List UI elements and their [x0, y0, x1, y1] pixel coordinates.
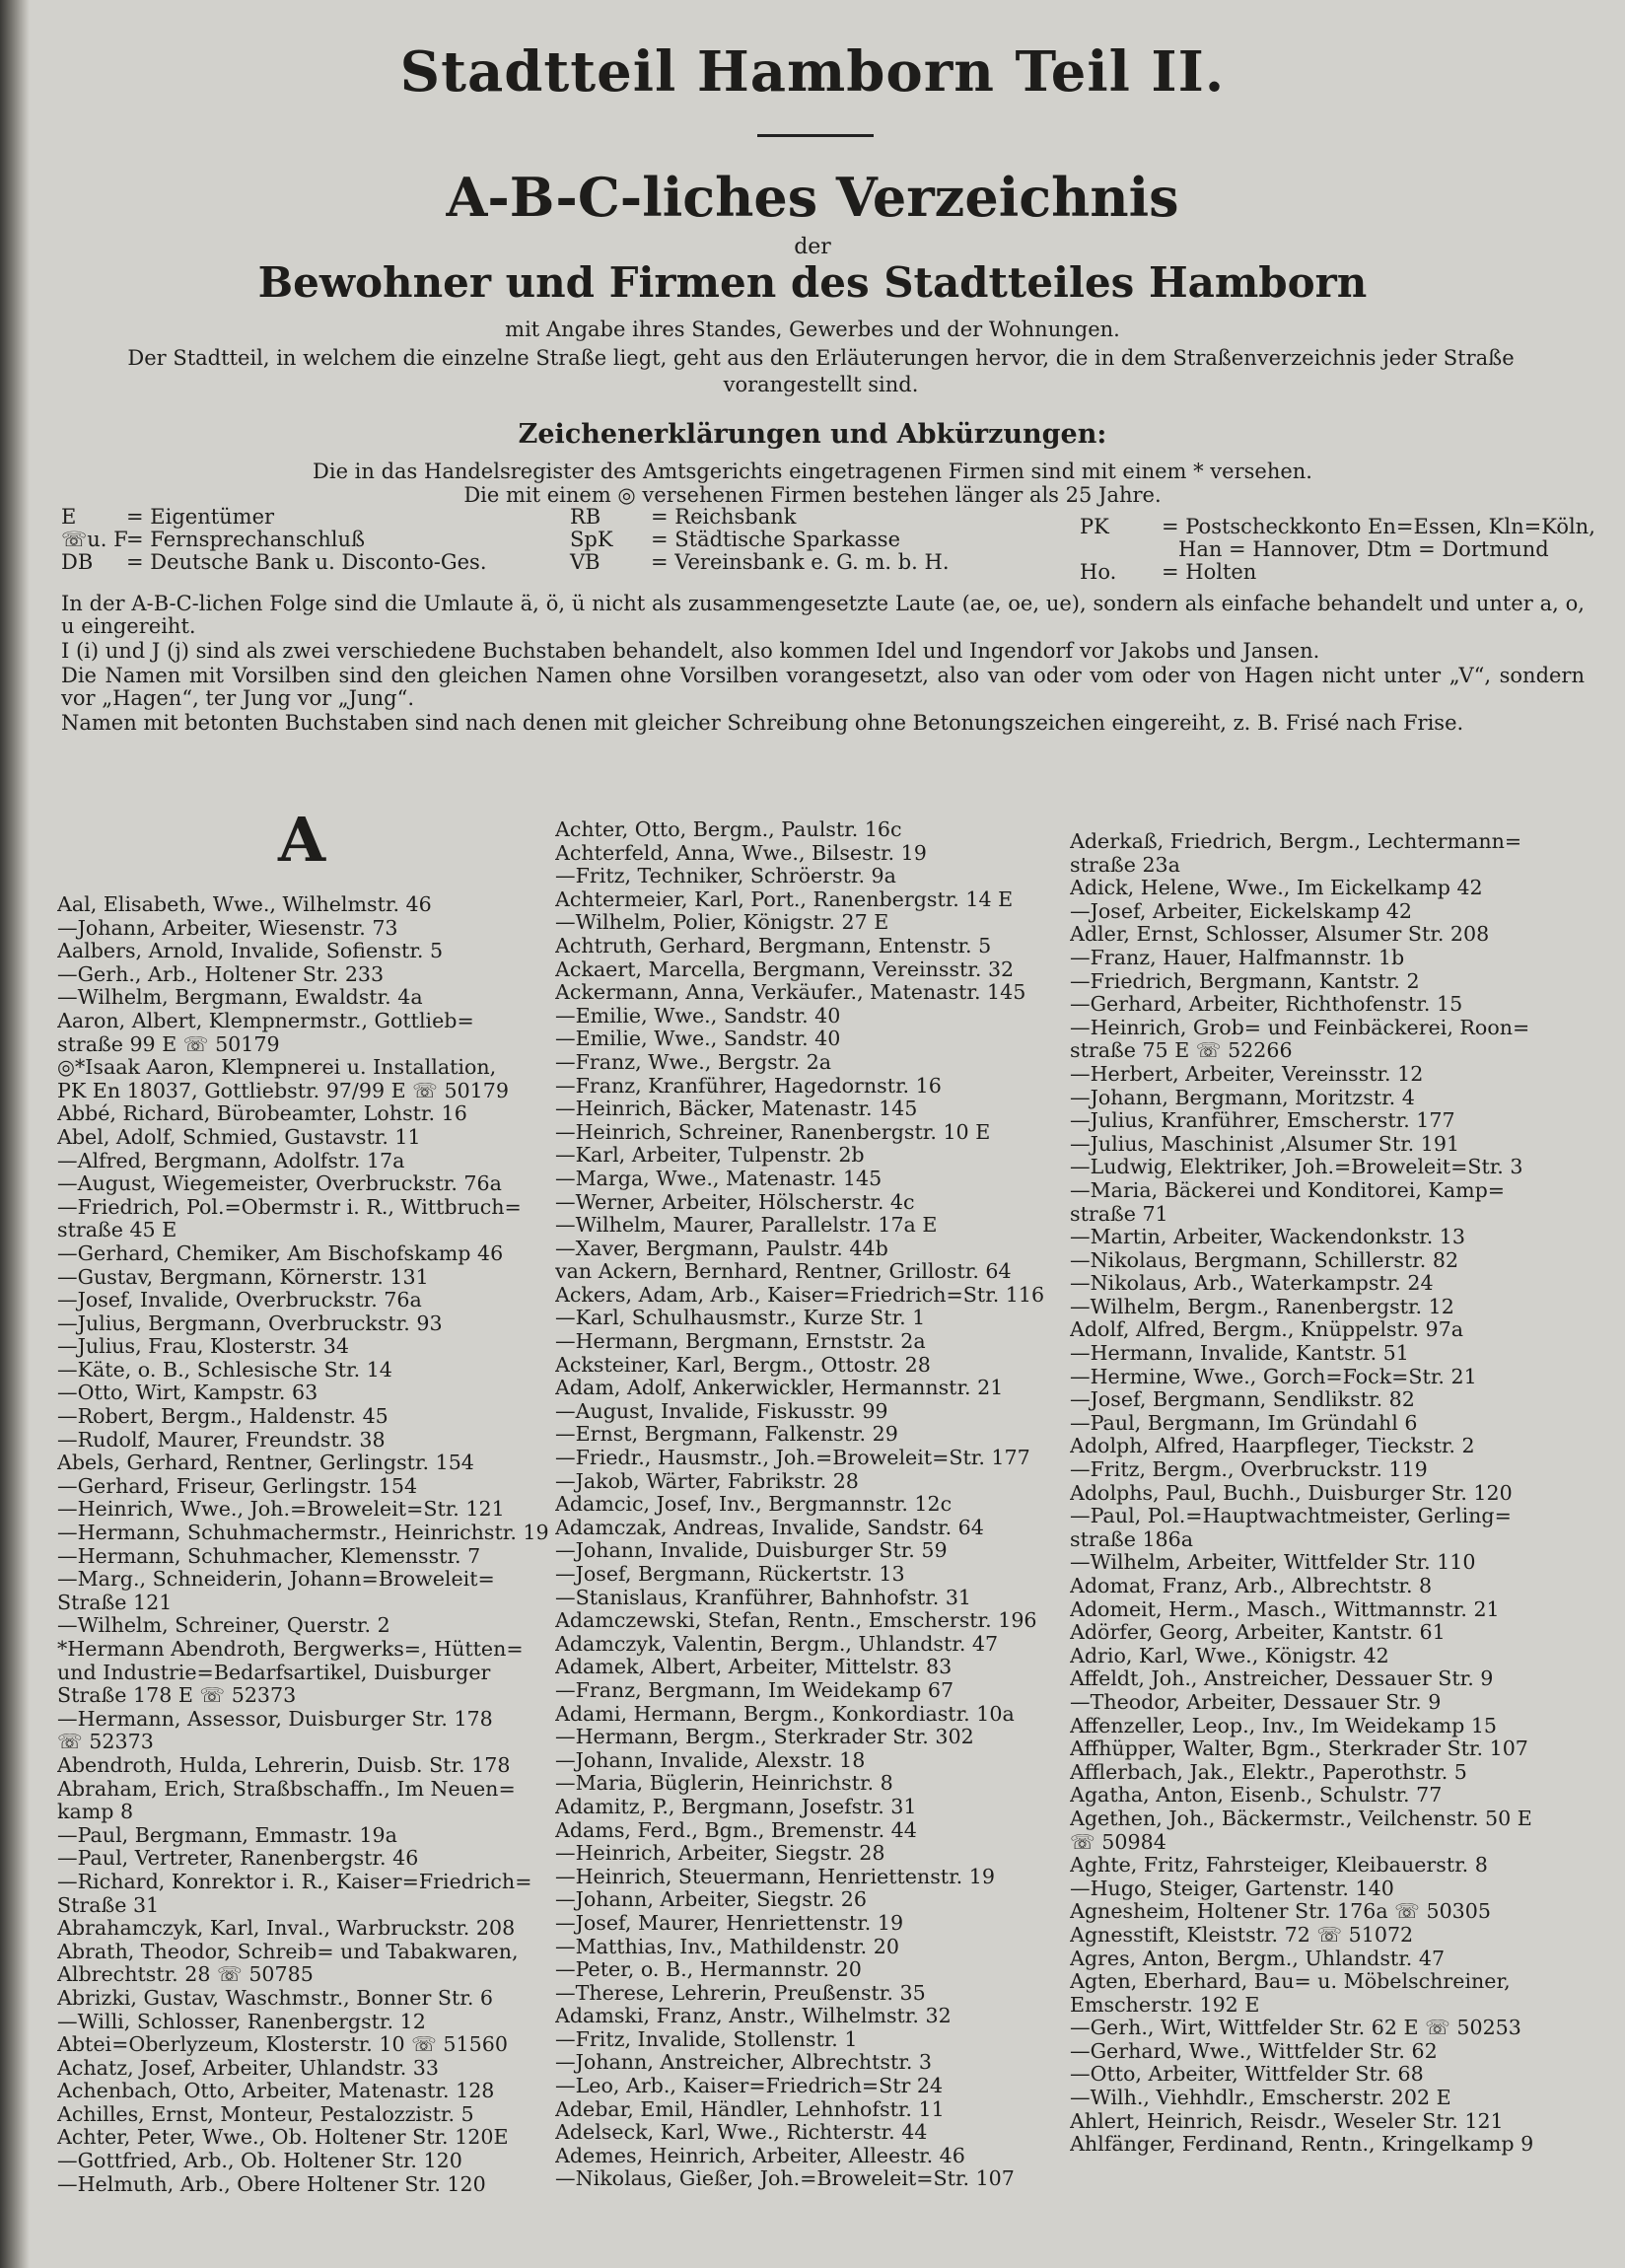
- directory-entry: —Wilh., Viehhdlr., Emscherstr. 202 E: [1070, 2087, 1451, 2110]
- directory-entry: —Julius, Maschinist ,Alsumer Str. 191: [1070, 1132, 1460, 1156]
- directory-entry: —Nikolaus, Gießer, Joh.=Broweleit=Str. 107: [555, 2167, 1015, 2191]
- directory-entry: Adolph, Alfred, Haarpfleger, Tieckstr. 2: [1070, 1435, 1475, 1458]
- directory-entry: —Hermann, Bergmann, Ernststr. 2a: [555, 1330, 926, 1354]
- directory-entry: Aalbers, Arnold, Invalide, Sofienstr. 5: [57, 940, 444, 963]
- directory-entry: —Josef, Arbeiter, Eickelskamp 42: [1070, 899, 1412, 923]
- directory-entry: straße 45 E: [57, 1219, 177, 1242]
- directory-entry: *Hermann Abendroth, Bergwerks=, Hütten=: [57, 1638, 524, 1661]
- directory-entry: —Karl, Schulhausmstr., Kurze Str. 1: [555, 1307, 926, 1330]
- directory-entry: —Gerhard, Friseur, Gerlingstr. 154: [57, 1474, 418, 1498]
- directory-entry: Achter, Otto, Bergm., Paulstr. 16c: [555, 818, 902, 841]
- directory-entry: —Friedrich, Pol.=Obermstr i. R., Wittbruch=: [57, 1195, 522, 1219]
- legend-heading: Zeichenerklärungen und Abkürzungen:: [518, 419, 1107, 450]
- directory-entry: Adamczewski, Stefan, Rentn., Emscherstr. 196: [555, 1609, 1037, 1633]
- directory-entry: Agten, Eberhard, Bau= u. Möbelschreiner,: [1070, 1970, 1511, 1994]
- directory-entry: straße 99 E ☏ 50179: [57, 1032, 280, 1056]
- directory-entry: —Wilhelm, Polier, Königstr. 27 E: [555, 911, 889, 935]
- directory-entry: —Ernst, Bergmann, Falkenstr. 29: [555, 1423, 898, 1447]
- directory-entry: —Xaver, Bergmann, Paulstr. 44b: [555, 1237, 888, 1260]
- directory-entry: —Johann, Anstreicher, Albrechtstr. 3: [555, 2051, 933, 2075]
- directory-entry: Ahlert, Heinrich, Reisdr., Weseler Str. 121: [1070, 2109, 1504, 2133]
- directory-entry: Adamcic, Josef, Inv., Bergmannstr. 12c: [555, 1493, 953, 1517]
- directory-entry: —Nikolaus, Bergmann, Schillerstr. 82: [1070, 1248, 1459, 1272]
- directory-entry: —Alfred, Bergmann, Adolfstr. 17a: [57, 1149, 405, 1172]
- abbr-key: SpK: [570, 528, 613, 551]
- directory-entry: —Franz, Kranführer, Hagedornstr. 16: [555, 1074, 942, 1098]
- directory-entry: —Josef, Bergmann, Rückertstr. 13: [555, 1563, 905, 1586]
- abbr-value: = Vereinsbank e. G. m. b. H.: [651, 550, 950, 574]
- directory-entry: —Gerhard, Wwe., Wittfelder Str. 62: [1070, 2039, 1438, 2063]
- directory-heading: A-B-C-liches Verzeichnis: [446, 166, 1179, 229]
- directory-entry: Ackermann, Anna, Verkäufer., Matenastr. 145: [555, 981, 1026, 1005]
- directory-entry: —Gottfried, Arb., Ob. Holtener Str. 120: [57, 2150, 462, 2173]
- directory-entry: —Nikolaus, Arb., Waterkampstr. 24: [1070, 1272, 1434, 1296]
- directory-entry: straße 71: [1070, 1202, 1168, 1226]
- directory-entry: —Richard, Konrektor i. R., Kaiser=Friedrich=: [57, 1870, 532, 1893]
- directory-entry: Ackers, Adam, Arb., Kaiser=Friedrich=Str. 116: [555, 1283, 1045, 1307]
- directory-entry: Adamczyk, Valentin, Bergm., Uhlandstr. 47: [555, 1632, 999, 1656]
- directory-entry: —Gerhard, Chemiker, Am Bischofskamp 46: [57, 1241, 504, 1265]
- directory-entry: —Maria, Bäckerei und Konditorei, Kamp=: [1070, 1178, 1506, 1202]
- abbr-key: VB: [570, 550, 601, 574]
- directory-entry: Adamek, Albert, Arbeiter, Mittelstr. 83: [555, 1656, 953, 1679]
- directory-entry: Ahlfänger, Ferdinand, Rentn., Kringelkamp 9: [1070, 2133, 1534, 2157]
- abbr-value: = Holten: [1162, 560, 1257, 584]
- directory-entry: —Heinrich, Steuermann, Henriettenstr. 19: [555, 1865, 995, 1888]
- directory-entry: —Johann, Arbeiter, Siegstr. 26: [555, 1888, 868, 1912]
- directory-entry: Adebar, Emil, Händler, Lehnhofstr. 11: [555, 2097, 945, 2121]
- directory-entry: —Josef, Invalide, Overbruckstr. 76a: [57, 1289, 422, 1312]
- abbr-value: = Eigentümer: [126, 505, 275, 529]
- directory-entry: —Fritz, Bergm., Overbruckstr. 119: [1070, 1458, 1428, 1482]
- directory-entry: —Jakob, Wärter, Fabrikstr. 28: [555, 1469, 859, 1493]
- directory-entry: Affeldt, Joh., Anstreicher, Dessauer Str. 9: [1070, 1667, 1494, 1691]
- directory-entry: Adler, Ernst, Schlosser, Alsumer Str. 208: [1070, 923, 1490, 947]
- directory-entry: Adomeit, Herm., Masch., Wittmannstr. 21: [1070, 1597, 1500, 1621]
- directory-column-1: [57, 893, 550, 2196]
- directory-entry: Aaron, Albert, Klempnermstr., Gottlieb=: [57, 1009, 474, 1032]
- legend-line-1: Die in das Handelsregister des Amtsgerichts eingetragenen Firmen sind mit einem * versehen.: [313, 460, 1312, 483]
- directory-entry: Acksteiner, Karl, Bergm., Ottostr. 28: [555, 1353, 931, 1377]
- directory-entry: —August, Invalide, Fiskusstr. 99: [555, 1399, 888, 1423]
- directory-entry: Affenzeller, Leop., Inv., Im Weidekamp 15: [1070, 1714, 1498, 1737]
- directory-entry: Achtruth, Gerhard, Bergmann, Entenstr. 5: [555, 934, 992, 957]
- directory-entry: Adolf, Alfred, Bergm., Knüppelstr. 97a: [1070, 1318, 1463, 1342]
- directory-entry: —Johann, Invalide, Alexstr. 18: [555, 1748, 866, 1772]
- directory-entry: und Industrie=Bedarfsartikel, Duisburger: [57, 1661, 491, 1684]
- directory-entry: ☏ 50984: [1070, 1830, 1166, 1854]
- directory-entry: —Wilhelm, Maurer, Parallelstr. 17a E: [555, 1214, 938, 1238]
- directory-entry: Adamczak, Andreas, Invalide, Sandstr. 64: [555, 1516, 984, 1539]
- directory-entry: —Theodor, Arbeiter, Dessauer Str. 9: [1070, 1690, 1442, 1714]
- directory-entry: —Marg., Schneiderin, Johann=Broweleit=: [57, 1568, 495, 1592]
- directory-entry: —Ludwig, Elektriker, Joh.=Broweleit=Str. 3: [1070, 1156, 1523, 1179]
- directory-entry: Adami, Hermann, Bergm., Konkordiastr. 10a: [555, 1702, 1015, 1726]
- directory-entry: Abbé, Richard, Bürobeamter, Lohstr. 16: [57, 1102, 467, 1126]
- directory-entry: —Hermann, Schuhmacher, Klemensstr. 7: [57, 1544, 481, 1568]
- directory-entry: Achilles, Ernst, Monteur, Pestalozzistr. 5: [57, 2102, 474, 2126]
- directory-entry: —Wilhelm, Bergmann, Ewaldstr. 4a: [57, 986, 423, 1010]
- directory-entry: Abraham, Erich, Straßbschaffn., Im Neuen=: [57, 1777, 516, 1801]
- directory-entry: —Leo, Arb., Kaiser=Friedrich=Str 24: [555, 2075, 944, 2098]
- directory-entry: Adamski, Franz, Anstr., Wilhelmstr. 32: [555, 2005, 952, 2028]
- abbr-value: Han = Hannover, Dtm = Dortmund: [1178, 537, 1549, 561]
- abbr-value: = Postscheckkonto En=Essen, Kln=Köln,: [1162, 515, 1595, 538]
- directory-entry: —Julius, Bergmann, Overbruckstr. 93: [57, 1311, 443, 1335]
- abbr-key: ☏u. F: [61, 528, 128, 551]
- abbr-value: = Fernsprechanschluß: [126, 528, 366, 551]
- directory-entry: —Paul, Vertreter, Ranenbergstr. 46: [57, 1847, 419, 1871]
- note-paragraph: Die Namen mit Vorsilben sind den gleichen Namen ohne Vorsilben vorangesetzt, also van oder vom oder von Hagen nicht unter „V“, sondern vor „Hagen“, ter Jung vor „Jung“.: [61, 664, 1585, 710]
- page-title: Stadtteil Hamborn Teil II.: [399, 39, 1226, 105]
- directory-entry: —Hermine, Wwe., Gorch=Fock=Str. 21: [1070, 1365, 1477, 1388]
- directory-entry: Aderkaß, Friedrich, Bergm., Lechtermann=: [1070, 830, 1522, 853]
- directory-entry: —Peter, o. B., Hermannstr. 20: [555, 1958, 862, 1982]
- note-paragraph: In der A-B-C-lichen Folge sind die Umlaute ä, ö, ü nicht als zusammengesetzte Laute (ae, oe, ue), sondern als einfache behandelt und unter a, o, u eingereiht.: [61, 592, 1585, 638]
- directory-entry: —Hermann, Invalide, Kantstr. 51: [1070, 1342, 1409, 1366]
- directory-entry: —Josef, Bergmann, Sendlikstr. 82: [1070, 1388, 1415, 1412]
- directory-entry: PK En 18037, Gottliebstr. 97/99 E ☏ 50179: [57, 1079, 509, 1102]
- directory-column-3: [1070, 830, 1583, 2157]
- directory-entry: Aghte, Fritz, Fahrsteiger, Kleibauerstr. 8: [1070, 1854, 1488, 1878]
- directory-entry: Adick, Helene, Wwe., Im Eickelkamp 42: [1070, 877, 1483, 900]
- directory-entry: —Paul, Bergmann, Im Gründahl 6: [1070, 1411, 1418, 1435]
- directory-entry: ☏ 52373: [57, 1731, 154, 1754]
- directory-entry: Adörfer, Georg, Arbeiter, Kantstr. 61: [1070, 1621, 1446, 1645]
- directory-entry: —Johann, Invalide, Duisburger Str. 59: [555, 1539, 948, 1563]
- directory-entry: Abendroth, Hulda, Lehrerin, Duisb. Str. 178: [57, 1753, 511, 1777]
- note-paragraph: I (i) und J (j) sind als zwei verschiedene Buchstaben behandelt, also kommen Idel und Ingendorf vor Jakobs und Jansen.: [61, 639, 1320, 663]
- heading-der: der: [794, 235, 831, 259]
- title-rule: [757, 134, 874, 137]
- directory-entry: —Josef, Maurer, Henriettenstr. 19: [555, 1911, 904, 1935]
- directory-entry: —Otto, Arbeiter, Wittfelder Str. 68: [1070, 2063, 1424, 2087]
- directory-entry: —Julius, Kranführer, Emscherstr. 177: [1070, 1109, 1455, 1133]
- directory-entry: Achtermeier, Karl, Port., Ranenbergstr. 14 E: [555, 887, 1014, 911]
- directory-entry: Achterfeld, Anna, Wwe., Bilsestr. 19: [555, 841, 927, 865]
- directory-entry: straße 75 E ☏ 52266: [1070, 1039, 1293, 1063]
- abbr-key: RB: [570, 505, 601, 529]
- directory-entry: —Marga, Wwe., Matenastr. 145: [555, 1167, 883, 1190]
- directory-entry: —Gustav, Bergmann, Körnerstr. 131: [57, 1265, 429, 1289]
- directory-entry: Adrio, Karl, Wwe., Königstr. 42: [1070, 1644, 1389, 1667]
- directory-entry: Adams, Ferd., Bgm., Bremenstr. 44: [555, 1818, 917, 1842]
- directory-entry: Emscherstr. 192 E: [1070, 1993, 1260, 2017]
- directory-entry: kamp 8: [57, 1801, 134, 1824]
- directory-entry: Albrechtstr. 28 ☏ 50785: [57, 1963, 314, 1987]
- directory-entry: Straße 31: [57, 1893, 160, 1917]
- directory-entry: Achatz, Josef, Arbeiter, Uhlandstr. 33: [57, 2056, 440, 2080]
- directory-entry: —Paul, Bergmann, Emmastr. 19a: [57, 1823, 397, 1847]
- directory-entry: Adam, Adolf, Ankerwickler, Hermannstr. 21: [555, 1377, 1004, 1400]
- directory-entry: —Wilhelm, Schreiner, Querstr. 2: [57, 1614, 390, 1638]
- directory-entry: —Heinrich, Grob= und Feinbäckerei, Roon=: [1070, 1016, 1530, 1039]
- directory-entry: —Fritz, Invalide, Stollenstr. 1: [555, 2027, 858, 2051]
- abbr-key: PK: [1080, 515, 1109, 538]
- directory-entry: —August, Wiegemeister, Overbruckstr. 76a: [57, 1172, 502, 1196]
- directory-entry: —Fritz, Techniker, Schröerstr. 9a: [555, 865, 896, 888]
- subheading-line: mit Angabe ihres Standes, Gewerbes und der Wohnungen.: [505, 318, 1120, 341]
- directory-entry: —Gerhard, Arbeiter, Richthofenstr. 15: [1070, 993, 1463, 1017]
- directory-entry: —Franz, Hauer, Halfmannstr. 1b: [1070, 946, 1405, 969]
- abbr-value: = Städtische Sparkasse: [651, 528, 900, 551]
- directory-entry: —Friedr., Hausmstr., Joh.=Broweleit=Str. 177: [555, 1447, 1030, 1470]
- directory-entry: —Emilie, Wwe., Sandstr. 40: [555, 1004, 841, 1028]
- directory-entry: —Rudolf, Maurer, Freundstr. 38: [57, 1428, 386, 1452]
- directory-entry: —Willi, Schlosser, Ranenbergstr. 12: [57, 2010, 426, 2033]
- directory-entry: Ackaert, Marcella, Bergmann, Vereinsstr. 32: [555, 957, 1015, 981]
- directory-entry: —Matthias, Inv., Mathildenstr. 20: [555, 1935, 899, 1958]
- directory-entry: —Wilhelm, Bergm., Ranenbergstr. 12: [1070, 1295, 1454, 1318]
- directory-entry: Aal, Elisabeth, Wwe., Wilhelmstr. 46: [57, 893, 432, 916]
- directory-entry: —Martin, Arbeiter, Wackendonkstr. 13: [1070, 1226, 1465, 1249]
- abbr-key: E: [61, 505, 77, 529]
- directory-entry: —Johann, Arbeiter, Wiesenstr. 73: [57, 916, 398, 940]
- directory-entry: Abel, Adolf, Schmied, Gustavstr. 11: [57, 1125, 421, 1149]
- directory-entry: Adelseck, Karl, Wwe., Richterstr. 44: [555, 2121, 928, 2145]
- directory-entry: —Otto, Wirt, Kampstr. 63: [57, 1382, 318, 1405]
- legend-line-2: Die mit einem ◎ versehenen Firmen bestehen länger als 25 Jahre.: [463, 483, 1162, 507]
- directory-entry: —Heinrich, Schreiner, Ranenbergstr. 10 E: [555, 1120, 991, 1144]
- intro-text: Der Stadtteil, in welchem die einzelne Straße liegt, geht aus den Erläuterungen hervor, die in dem Straßenverzeichnis jeder Straße vorangestellt sind.: [127, 346, 1515, 396]
- directory-entry: Afflerbach, Jak., Elektr., Paperothstr. 5: [1070, 1760, 1467, 1784]
- directory-entry: —Johann, Bergmann, Moritzstr. 4: [1070, 1086, 1415, 1109]
- directory-entry: —Heinrich, Bäcker, Matenastr. 145: [555, 1098, 918, 1121]
- directory-entry: —Therese, Lehrerin, Preußenstr. 35: [555, 1981, 926, 2005]
- section-letter: A: [278, 804, 326, 876]
- directory-entry: Straße 121: [57, 1591, 173, 1614]
- directory-entry: Agres, Anton, Bergm., Uhlandstr. 47: [1070, 1947, 1446, 1970]
- directory-entry: —Friedrich, Bergmann, Kantstr. 2: [1070, 969, 1420, 993]
- directory-entry: Abrath, Theodor, Schreib= und Tabakwaren,: [57, 1940, 519, 1963]
- notes-block: [61, 593, 1585, 737]
- directory-entry: ◎*Isaak Aaron, Klempnerei u. Installation,: [57, 1056, 497, 1080]
- directory-entry: —Werner, Arbeiter, Hölscherstr. 4c: [555, 1190, 915, 1214]
- directory-entry: van Ackern, Bernhard, Rentner, Grillostr. 64: [555, 1260, 1012, 1284]
- directory-entry: Ademes, Heinrich, Arbeiter, Alleestr. 46: [555, 2144, 965, 2167]
- directory-entry: Adamitz, P., Bergmann, Josefstr. 31: [555, 1795, 917, 1818]
- directory-entry: —Robert, Bergm., Haldenstr. 45: [57, 1405, 389, 1429]
- directory-entry: Agethen, Joh., Bäckermstr., Veilchenstr. 50 E: [1070, 1807, 1532, 1830]
- directory-entry: —Franz, Wwe., Bergstr. 2a: [555, 1050, 832, 1074]
- directory-entry: —Maria, Büglerin, Heinrichstr. 8: [555, 1772, 893, 1796]
- directory-entry: Achenbach, Otto, Arbeiter, Matenastr. 128: [57, 2080, 495, 2103]
- abbr-value: = Reichsbank: [651, 505, 797, 529]
- directory-entry: —Gerh., Arb., Holtener Str. 233: [57, 962, 385, 986]
- directory-entry: straße 186a: [1070, 1527, 1194, 1551]
- directory-entry: —Heinrich, Arbeiter, Siegstr. 28: [555, 1842, 885, 1866]
- directory-entry: Abrahamczyk, Karl, Inval., Warbruckstr. 208: [57, 1917, 516, 1941]
- directory-entry: —Paul, Pol.=Hauptwachtmeister, Gerling=: [1070, 1505, 1512, 1528]
- directory-entry: —Julius, Frau, Klosterstr. 34: [57, 1335, 349, 1359]
- directory-entry: —Wilhelm, Arbeiter, Wittfelder Str. 110: [1070, 1551, 1476, 1575]
- directory-entry: Achter, Peter, Wwe., Ob. Holtener Str. 120E: [57, 2126, 509, 2150]
- directory-entry: —Stanislaus, Kranführer, Bahnhofstr. 31: [555, 1586, 972, 1609]
- directory-entry: —Herbert, Arbeiter, Vereinsstr. 12: [1070, 1062, 1424, 1086]
- directory-entry: Adomat, Franz, Arb., Albrechtstr. 8: [1070, 1575, 1433, 1597]
- directory-entry: —Gerh., Wirt, Wittfelder Str. 62 E ☏ 50253: [1070, 2017, 1521, 2040]
- directory-column-2: [555, 818, 1060, 2191]
- abbr-key: DB: [61, 550, 94, 574]
- directory-entry: Agnesheim, Holtener Str. 176a ☏ 50305: [1070, 1900, 1491, 1924]
- directory-entry: —Hermann, Schuhmachermstr., Heinrichstr. 19: [57, 1522, 549, 1545]
- abbr-key: Ho.: [1080, 560, 1117, 584]
- directory-entry: —Karl, Arbeiter, Tulpenstr. 2b: [555, 1144, 865, 1168]
- directory-entry: straße 23a: [1070, 853, 1180, 877]
- directory-entry: Agnesstift, Kleiststr. 72 ☏ 51072: [1070, 1923, 1414, 1947]
- directory-entry: Abels, Gerhard, Rentner, Gerlingstr. 154: [57, 1452, 474, 1475]
- directory-entry: —Franz, Bergmann, Im Weidekamp 67: [555, 1678, 954, 1702]
- directory-entry: Abtei=Oberlyzeum, Klosterstr. 10 ☏ 51560: [57, 2033, 508, 2057]
- directory-entry: —Helmuth, Arb., Obere Holtener Str. 120: [57, 2172, 486, 2196]
- directory-entry: —Heinrich, Wwe., Joh.=Broweleit=Str. 121: [57, 1498, 505, 1522]
- directory-entry: —Hugo, Steiger, Gartenstr. 140: [1070, 1877, 1394, 1900]
- directory-entry: —Hermann, Bergm., Sterkrader Str. 302: [555, 1726, 974, 1749]
- directory-entry: Straße 178 E ☏ 52373: [57, 1684, 297, 1708]
- directory-entry: Affhüpper, Walter, Bgm., Sterkrader Str. 107: [1070, 1737, 1528, 1761]
- directory-entry: Abrizki, Gustav, Waschmstr., Bonner Str. 6: [57, 1986, 494, 2010]
- directory-entry: Agatha, Anton, Eisenb., Schulstr. 77: [1070, 1784, 1443, 1807]
- directory-subheading: Bewohner und Firmen des Stadtteiles Hamborn: [257, 258, 1368, 307]
- directory-entry: —Hermann, Assessor, Duisburger Str. 178: [57, 1707, 493, 1731]
- directory-entry: Adolphs, Paul, Buchh., Duisburger Str. 120: [1070, 1481, 1513, 1505]
- directory-entry: —Käte, o. B., Schlesische Str. 14: [57, 1358, 392, 1382]
- directory-entry: —Emilie, Wwe., Sandstr. 40: [555, 1028, 841, 1051]
- note-paragraph: Namen mit betonten Buchstaben sind nach denen mit gleicher Schreibung ohne Betonungszeichen eingereiht, z. B. Frisé nach Frise.: [61, 711, 1464, 735]
- abbr-value: = Deutsche Bank u. Disconto-Ges.: [126, 550, 487, 574]
